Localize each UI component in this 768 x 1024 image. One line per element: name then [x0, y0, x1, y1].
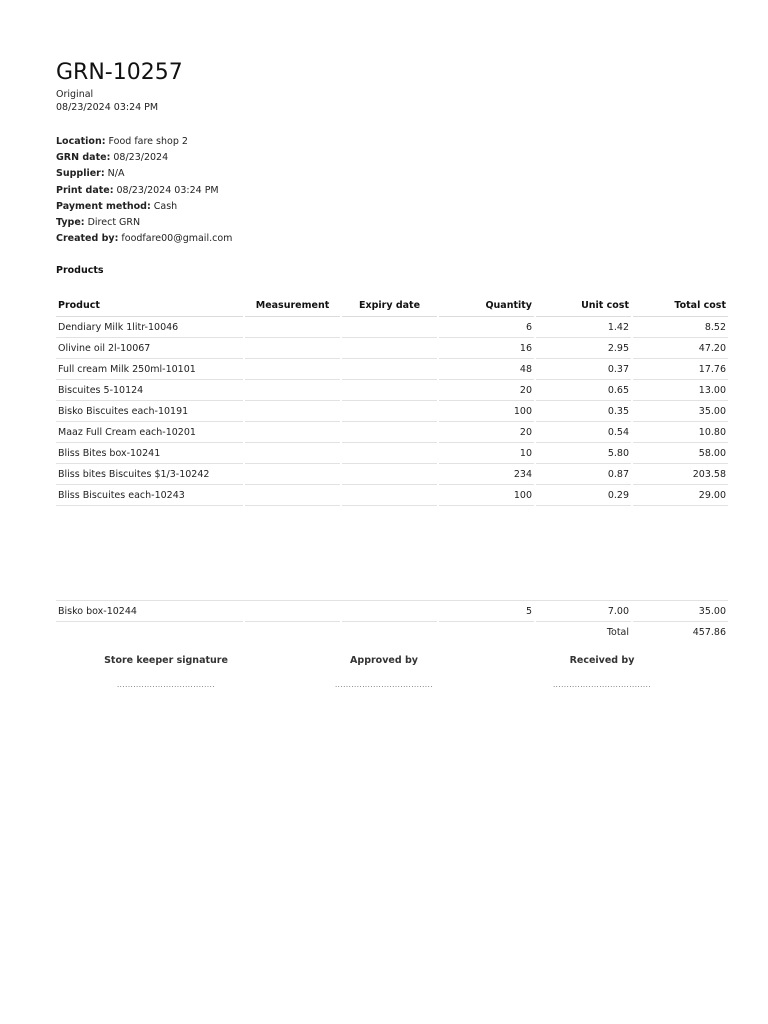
- approved-by-label: Approved by: [350, 655, 418, 666]
- created-by-value: foodfare00@gmail.com: [121, 233, 233, 245]
- expiry-cell: [342, 401, 437, 422]
- received-by-label: Received by: [569, 655, 635, 666]
- print-date-value: 08/23/2024 03:24 PM: [116, 184, 219, 196]
- measurement-cell: [245, 422, 340, 443]
- type-value: Direct GRN: [87, 217, 141, 229]
- quantity-cell: 5: [439, 601, 534, 622]
- unit-cost-cell: 5.80: [536, 443, 631, 464]
- location-row: [56, 134, 712, 150]
- type-label: Type:: [56, 217, 85, 229]
- measurement-cell: [245, 464, 340, 485]
- table-row: [56, 485, 728, 506]
- measurement-cell: [245, 601, 340, 622]
- received-by-block: [527, 654, 677, 690]
- total-cost-cell: 17.76: [633, 359, 728, 380]
- signature-line: ....................................: [116, 681, 216, 689]
- supplier-value: N/A: [107, 168, 125, 180]
- expiry-cell: [342, 359, 437, 380]
- page-break-spacer: [56, 506, 728, 601]
- unit-cost-cell: 0.29: [536, 485, 631, 506]
- print-date-label: Print date:: [56, 184, 114, 196]
- product-name: Bisko box-10244: [56, 601, 243, 622]
- quantity-cell: 234: [439, 464, 534, 485]
- expiry-cell: [342, 338, 437, 359]
- table-row: [56, 422, 728, 443]
- grn-date-row: [56, 150, 712, 166]
- product-name: Bliss Bites box-10241: [56, 443, 243, 464]
- table-row: [56, 464, 728, 485]
- unit-cost-cell: 0.87: [536, 464, 631, 485]
- table-row: [56, 380, 728, 401]
- grn-date-value: 08/23/2024: [113, 152, 169, 164]
- unit-cost-cell: 2.95: [536, 338, 631, 359]
- table-row: [56, 338, 728, 359]
- quantity-cell: 20: [439, 422, 534, 443]
- product-name: Bliss Biscuites each-10243: [56, 485, 243, 506]
- table-row: [56, 443, 728, 464]
- products-heading: Products: [56, 265, 104, 277]
- col-header-expiry-date: Expiry date: [342, 294, 437, 317]
- grn-details: [56, 134, 712, 247]
- product-name: Biscuites 5-10124: [56, 380, 243, 401]
- total-cost-cell: 10.80: [633, 422, 728, 443]
- total-row: [56, 622, 728, 642]
- expiry-cell: [342, 443, 437, 464]
- total-cost-cell: 203.58: [633, 464, 728, 485]
- table-header-row: [56, 294, 728, 317]
- expiry-cell: [342, 485, 437, 506]
- measurement-cell: [245, 338, 340, 359]
- signature-line: ....................................: [552, 681, 652, 689]
- total-value: 457.86: [692, 626, 726, 638]
- expiry-cell: [342, 422, 437, 443]
- copy-type: Original: [56, 89, 94, 100]
- created-by-label: Created by:: [56, 233, 119, 245]
- supplier-row: [56, 166, 712, 182]
- quantity-cell: 48: [439, 359, 534, 380]
- payment-method-value: Cash: [153, 200, 178, 212]
- col-header-measurement: Measurement: [245, 294, 340, 317]
- table-row: [56, 359, 728, 380]
- total-cost-cell: 35.00: [633, 601, 728, 622]
- payment-method-label: Payment method:: [56, 200, 151, 212]
- supplier-label: Supplier:: [56, 168, 105, 180]
- measurement-cell: [245, 485, 340, 506]
- quantity-cell: 20: [439, 380, 534, 401]
- unit-cost-cell: 0.65: [536, 380, 631, 401]
- measurement-cell: [245, 443, 340, 464]
- quantity-cell: 16: [439, 338, 534, 359]
- store-keeper-signature-block: [91, 654, 241, 690]
- product-name: Bisko Biscuites each-10191: [56, 401, 243, 422]
- location-label: Location:: [56, 136, 106, 147]
- product-name: Maaz Full Cream each-10201: [56, 422, 243, 443]
- print-date-row: [56, 183, 712, 199]
- type-row: [56, 215, 712, 231]
- unit-cost-cell: 0.35: [536, 401, 631, 422]
- measurement-cell: [245, 317, 340, 338]
- col-header-total-cost: Total cost: [633, 294, 728, 317]
- expiry-cell: [342, 380, 437, 401]
- printed-timestamp: 08/23/2024 03:24 PM: [56, 102, 159, 113]
- expiry-cell: [342, 317, 437, 338]
- signature-line: ....................................: [334, 681, 434, 689]
- measurement-cell: [245, 380, 340, 401]
- table-row: [56, 401, 728, 422]
- total-cost-cell: 8.52: [633, 317, 728, 338]
- signature-section: [56, 654, 712, 694]
- total-cost-cell: 58.00: [633, 443, 728, 464]
- store-keeper-signature-label: Store keeper signature: [104, 655, 228, 666]
- table-row: [56, 601, 728, 622]
- col-header-quantity: Quantity: [439, 294, 534, 317]
- unit-cost-cell: 0.54: [536, 422, 631, 443]
- unit-cost-cell: 1.42: [536, 317, 631, 338]
- products-table: [54, 294, 730, 642]
- measurement-cell: [245, 401, 340, 422]
- grn-document: [56, 58, 726, 642]
- unit-cost-cell: 7.00: [536, 601, 631, 622]
- quantity-cell: 100: [439, 401, 534, 422]
- expiry-cell: [342, 601, 437, 622]
- approved-by-block: [309, 654, 459, 690]
- location-value: Food fare shop 2: [108, 136, 188, 147]
- total-cost-cell: 29.00: [633, 485, 728, 506]
- total-cost-cell: 13.00: [633, 380, 728, 401]
- product-name: Dendiary Milk 1litr-10046: [56, 317, 243, 338]
- col-header-unit-cost: Unit cost: [536, 294, 631, 317]
- product-name: Full cream Milk 250ml-10101: [56, 359, 243, 380]
- product-name: Olivine oil 2l-10067: [56, 338, 243, 359]
- total-cost-cell: 47.20: [633, 338, 728, 359]
- unit-cost-cell: 0.37: [536, 359, 631, 380]
- measurement-cell: [245, 359, 340, 380]
- grn-date-label: GRN date:: [56, 152, 111, 164]
- expiry-cell: [342, 464, 437, 485]
- total-cost-cell: 35.00: [633, 401, 728, 422]
- col-header-product: Product: [56, 294, 243, 317]
- quantity-cell: 10: [439, 443, 534, 464]
- payment-method-row: [56, 199, 712, 215]
- product-name: Bliss bites Biscuites $1/3-10242: [56, 464, 243, 485]
- quantity-cell: 100: [439, 485, 534, 506]
- table-row: [56, 317, 728, 338]
- created-by-row: [56, 231, 712, 247]
- document-title: GRN-10257: [56, 60, 183, 85]
- total-label: Total: [606, 626, 629, 638]
- quantity-cell: 6: [439, 317, 534, 338]
